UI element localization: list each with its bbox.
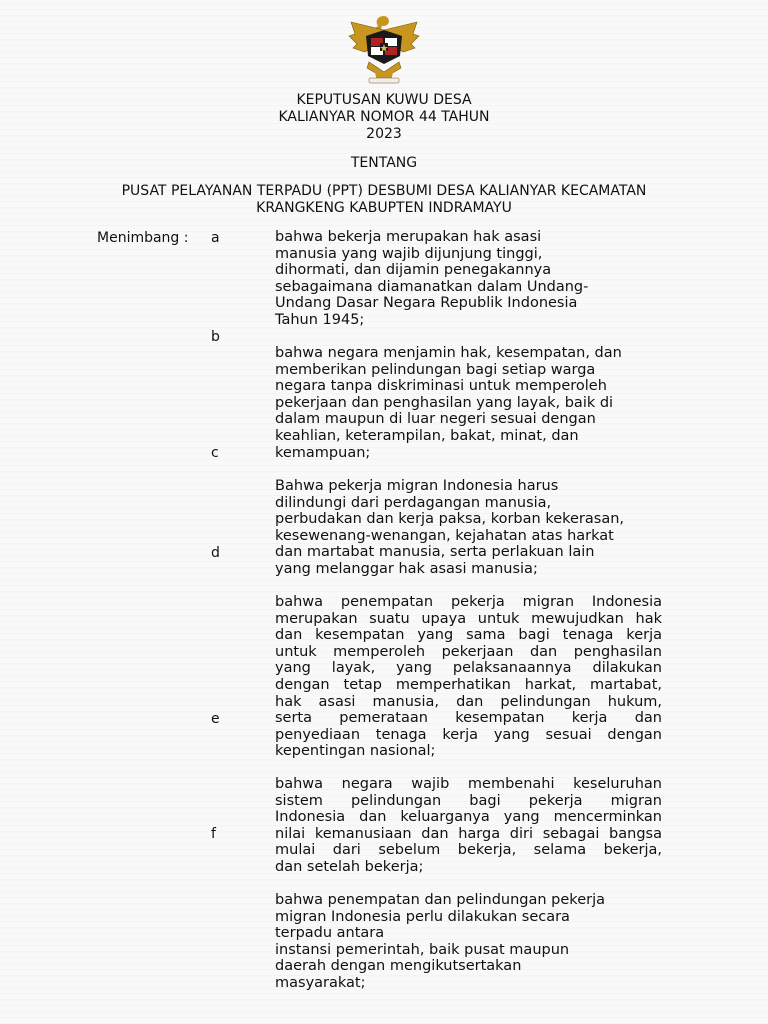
consideration-b-line: keahlian, keterampilan, bakat, minat, dan [275, 427, 579, 444]
consideration-b-line: kemampuan; [275, 444, 371, 461]
decree-title-line-3: 2023 [366, 126, 402, 142]
consideration-a-line: Tahun 1945; [275, 311, 365, 328]
item-letter-c: c [211, 445, 219, 461]
consideration-a-line: bahwa bekerja merupakan hak asasi [275, 229, 542, 245]
consideration-d-line: yang layak, yang pelaksanaannya dilakukan [275, 660, 662, 677]
consideration-d [275, 594, 662, 760]
item-letter-e: e [211, 711, 220, 727]
consideration-c-line: yang melanggar hak asasi manusia; [275, 560, 538, 577]
consideration-e-line: Indonesia dan keluarganya yang mencerminkan [275, 809, 662, 826]
decree-title-line-2: KALIANYAR NOMOR 44 TAHUN [278, 109, 490, 125]
consideration-e-line: mulai dari sebelum bekerja, selama bekerja, [275, 842, 662, 859]
consideration-d-line: hak asasi manusia, dan pelindungan hukum, [275, 693, 662, 710]
consideration-f-line: bahwa penempatan dan pelindungan pekerja [275, 892, 605, 908]
consideration-b-line: memberikan pelindungan bagi setiap warga [275, 361, 596, 378]
consideration-d-line: merupakan suatu upaya untuk mewujudkan hak [275, 610, 662, 627]
garuda-emblem-icon [347, 12, 421, 86]
consideration-e-line: dan setelah bekerja; [275, 858, 424, 875]
decree-subject-line-1: PUSAT PELAYANAN TERPADU (PPT) DESBUMI DESA KALIANYAR KECAMATAN [121, 183, 647, 199]
consideration-d-line: bahwa penempatan pekerja migran Indonesia [275, 594, 662, 610]
consideration-b-line: pekerjaan dan penghasilan yang layak, baik di [275, 394, 614, 411]
decree-subject-line-2: KRANGKENG KABUPTEN INDRAMAYU [256, 200, 512, 216]
item-letter-a: a [211, 230, 220, 246]
consideration-d-line: serta pemerataan kesempatan kerja dan [275, 710, 662, 727]
consideration-d-line: kepentingan nasional; [275, 743, 436, 760]
consideration-b-line: negara tanpa diskriminasi untuk memperoleh [275, 378, 607, 395]
consideration-c-line: perbudakan dan kerja paksa, korban kekerasan, [275, 511, 625, 528]
decree-title [0, 92, 768, 143]
consideration-e-line: nilai kemanusiaan dan harga diri sebagai bangsa [275, 825, 662, 842]
consideration-d-line: dengan tetap memperhatikan harkat, martabat, [275, 676, 662, 693]
consideration-e-line: bahwa negara wajib membenahi keseluruhan [275, 776, 662, 792]
consideration-c-line: dan martabat manusia, serta perlakuan lain [275, 544, 595, 561]
menimbang-label: Menimbang : [97, 230, 189, 246]
consideration-a-line: dihormati, dan dijamin penegakannya [275, 262, 552, 279]
consideration-c-line: dilindungi dari perdagangan manusia, [275, 494, 552, 511]
consideration-e-line: sistem pelindungan bagi pekerja migran [275, 792, 662, 809]
tentang-label: TENTANG [350, 155, 418, 171]
consideration-f-line: daerah dengan mengikutsertakan [275, 958, 522, 975]
consideration-d-line: penyediaan tenaga kerja yang sesuai dengan [275, 726, 662, 743]
consideration-f-line: masyarakat; [275, 974, 366, 991]
decree-title-line-1: KEPUTUSAN KUWU DESA [296, 92, 472, 108]
consideration-c-line: kesewenang-wenangan, kejahatan atas harkat [275, 527, 614, 544]
item-letter-f: f [211, 826, 216, 842]
decree-subject [0, 183, 768, 217]
consideration-f-line: migran Indonesia perlu dilakukan secara [275, 908, 570, 925]
consideration-f [275, 892, 662, 992]
consideration-c-line: Bahwa pekerja migran Indonesia harus [275, 478, 559, 494]
consideration-a-line: Undang Dasar Negara Republik Indonesia [275, 295, 578, 312]
consideration-d-line: dan kesempatan yang sama bagi tenaga kerja [275, 627, 662, 644]
tentang-heading [0, 155, 768, 172]
consideration-d-line: untuk memperoleh pekerjaan dan penghasilan [275, 643, 662, 660]
consideration-b-line: bahwa negara menjamin hak, kesempatan, dan [275, 345, 622, 361]
consideration-a-line: sebagaimana diamanatkan dalam Undang- [275, 278, 589, 295]
consideration-e [275, 776, 662, 876]
consideration-a [275, 229, 662, 329]
consideration-a-line: manusia yang wajib dijunjung tinggi, [275, 245, 543, 262]
consideration-f-line: terpadu antara [275, 925, 385, 942]
consideration-f-line: instansi pemerintah, baik pusat maupun [275, 941, 570, 958]
item-letter-b: b [211, 329, 220, 345]
consideration-c [275, 478, 662, 578]
consideration-b [275, 345, 662, 461]
item-letter-d: d [211, 545, 220, 561]
consideration-b-line: dalam maupun di luar negeri sesuai dengan [275, 411, 596, 428]
